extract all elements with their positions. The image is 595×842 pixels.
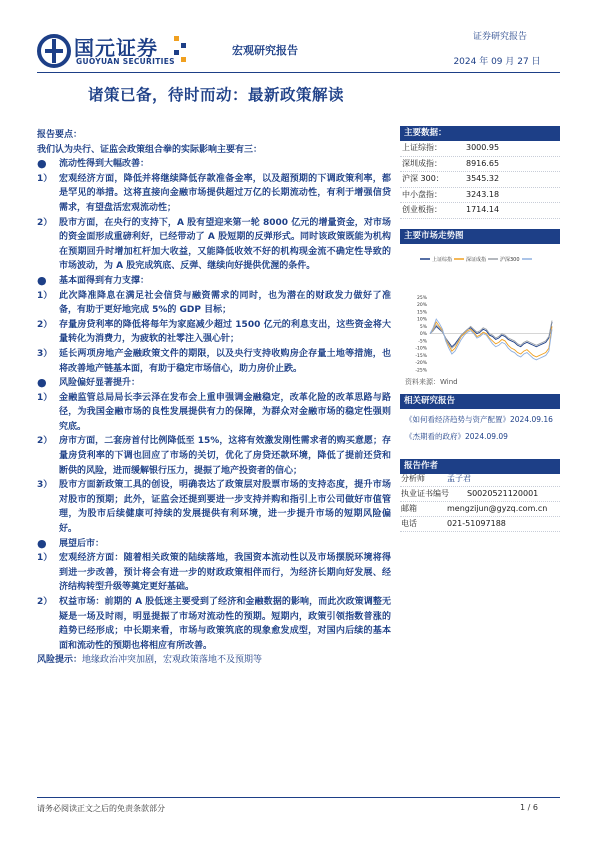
y-tick-label: -25% [415,368,427,374]
analyst-row [400,517,560,532]
section-risk-appetite [37,376,391,537]
item-text: 金融监管总局局长李云泽在发布会上重申强调金融稳定，改革化险的改革思路与路径，为我国金融市场的良性发展提供有力的保障，为群众对金融市场的稳定性强则究底。 [59,392,391,432]
item-text: 存量房贷利率的降低将每年为家庭减少超过 1500 亿元的利息支出，这些资金将大量转化为消费力，为疲软的社零注入强心针； [59,319,391,345]
section-heading: 展望后市： [59,538,105,549]
legend-label: 沪深300 [500,257,520,263]
summary-intro: 我们认为央行、证监会政策组合拳的实际影响主要有三： [37,144,263,155]
index-value: 3545.32 [466,174,500,183]
index-name: 深圳成指： [402,158,442,168]
footer-disclaimer: 请务必阅读正文之后的免责条款部分 [37,804,165,813]
y-tick-label: 0% [419,332,427,338]
analyst-key: 分析师 [401,474,425,483]
y-tick-label: -5% [418,339,427,345]
index-value: 1714.14 [466,205,500,214]
index-table [400,141,560,219]
y-tick-label: 15% [416,310,427,316]
y-tick-label: 10% [416,317,427,323]
analyst-row [400,472,560,487]
y-tick-label: -20% [415,361,427,367]
report-category: 宏观研究报告 [232,44,298,57]
analyst-row [400,502,560,517]
analyst-row [400,487,560,502]
index-row [400,203,560,219]
item-number: 2） [37,217,53,228]
bullet-icon: ● [37,273,47,287]
y-tick-label: -15% [415,353,427,359]
footer-divider [37,797,560,798]
section-heading: 流动性得到大幅改善： [59,159,150,170]
index-row [400,188,560,204]
bullet-icon: ● [37,157,47,171]
brand-squares-icon [172,34,190,64]
index-value: 3000.95 [466,143,500,152]
related-report-date: 2024.09.09 [465,432,508,441]
index-value: 3243.18 [466,189,500,199]
report-body [37,128,391,668]
item-text: 股市方面，在央行的支持下，A 股有望迎来第一轮 8000 亿元的增量资金，对市场的资金面形成重磅利好，已经带动了 A 股短期的反弹形式。同时该政策既能为机构在预期回升时增加杠杆加大收益，又能降低收效不好的机构现金流不确定性导致的市场波动，为 A 股完成筑底、反弹、继续向好提供优渥的条件。 [59,217,391,272]
series-line [430,322,552,357]
report-date: 2024 年 09 月 27 日 [453,57,541,67]
y-tick-label: -10% [415,346,427,352]
analyst-table [400,472,560,532]
section-heading: 风险偏好显著提升： [59,378,141,389]
analyst-header: 报告作者 [400,459,560,474]
item-text: 股市方面新政策工具的创设，明确表达了政策层对股票市场的支持态度，提升市场对股市的预期；此外，证监会还提到要进一步支持并购和指引上市公司做好市值管理，为股市后续健康可持续的发展提供有利环境，进一步提升市场的短期风险偏好。 [59,480,391,535]
index-data-header: 主要数据： [400,126,560,141]
y-tick-label: 25% [416,295,427,301]
section-heading: 基本面得到有力支撑： [59,275,150,286]
item-number: 2） [37,597,53,607]
license-number: S0020521120001 [467,489,539,498]
risk-text: 地缘政治冲突加剧，宏观政策落地不及预期等 [82,655,263,666]
index-row [400,157,560,173]
item-text: 房市方面，二套房首付比例降低至 15%，这将有效激发刚性需求者的购买意愿；存量房贷利率的下调也回应了市场的关切，优化了房贷还款环境，降低了提前还贷和断供的风险，进而缓解银行压力，提振了地产投资者的信心； [59,436,391,476]
related-reports-header: 相关研究报告 [400,394,560,409]
related-report-title[interactable]: 《如何看经济趋势与资产配置》 [405,415,510,424]
index-value: 8916.65 [466,158,500,168]
page-number: 1 / 6 [520,803,538,812]
index-name: 上证综指： [402,143,442,152]
risk-warning [37,653,391,668]
item-number: 1） [37,290,53,301]
item-number: 3） [37,348,53,359]
index-row [400,141,560,157]
report-type: 证券研究报告 [472,32,527,42]
legend-label: 上证综指 [432,257,453,263]
market-chart-header: 主要市场走势图 [400,229,560,244]
related-report-date: 2024.09.16 [510,415,553,424]
analyst-email[interactable]: mengzijun@gyzq.com.cn [447,504,548,513]
chart-source: 资料来源：Wind [405,378,458,386]
item-number: 1） [37,392,53,403]
brand-name-en: GUOYUAN SECURITIES [76,57,175,66]
item-number: 3） [37,480,53,491]
item-text: 延长两项房地产金融政策文件的期限，以及央行支持收购房企存量土地等措施，也将改善地产链基本面，有助于稳定市场信心，助力房价止跌。 [59,348,391,374]
market-trend-chart [400,245,560,375]
item-text: 此次降准降息在满足社会信贷与融资需求的同时，也为潜在的财政发力做好了准备，有助于更好地完成 5%的 GDP 目标； [59,290,391,316]
guoyuan-logo-icon [37,34,71,68]
risk-label: 风险提示： [37,655,83,666]
item-number: 2） [37,319,53,330]
header-divider [37,72,560,73]
y-tick-label: 20% [416,303,427,309]
item-number: 1） [37,173,53,184]
section-fundamentals [37,274,391,376]
item-number: 2） [37,436,53,447]
bullet-icon: ● [37,536,47,550]
analyst-key: 邮箱 [401,504,417,513]
item-number: 1） [37,553,53,564]
related-reports [405,411,560,445]
index-name: 中小盘指： [402,189,442,199]
brand-name-cn: 国元证券 [74,36,158,60]
item-text: 宏观经济方面：随着相关政策的陆续落地，我国资本流动性以及市场摆脱环境将得到进一步改善，预计将会有进一步的财政政策相伴而行，为经济长期向好发展、经济结构转型升级等奠定更好基础。 [59,553,391,593]
legend-label: 深证成指 [466,257,487,263]
bullet-icon: ● [37,376,47,390]
index-name: 沪深 300： [402,174,444,183]
section-liquidity [37,157,391,274]
summary-label: 报告要点： [37,130,83,140]
y-tick-label: 5% [419,324,427,330]
analyst-key: 执业证书编号 [401,489,449,498]
analyst-name: 孟子君 [447,474,471,483]
index-name: 创业板指： [402,205,442,214]
page-title: 诸策已备，待时而动：最新政策解读 [88,85,345,104]
related-report-title[interactable]: 《杰期看的政府》 [405,432,465,441]
item-text: 权益市场：前期的 A 股低迷主要受到了经济和金融数据的影响，而此次政策调整无疑是一场及时雨，明显提振了市场对流动性的预期。短期内，政策引领指数普涨的趋势已经形成；中长期来看，市场与政策筑底的现象愈发成型，对国内后续的基本面和流动性的预期也将相应有所改善。 [59,597,391,651]
item-text: 宏观经济方面，降低并将继续降低存款准备金率，以及超预期的下调政策利率，都是罕见的举措。这将直接向金融市场提供超过万亿的长期流动性，有利于增强信贷需求，有望盘活宏观流动性； [59,173,391,213]
section-outlook [37,537,391,654]
related-report-item[interactable] [405,411,560,428]
index-row [400,172,560,188]
analyst-phone: 021-51097188 [447,519,506,528]
related-report-item[interactable] [405,428,560,445]
analyst-key: 电话 [401,519,417,528]
